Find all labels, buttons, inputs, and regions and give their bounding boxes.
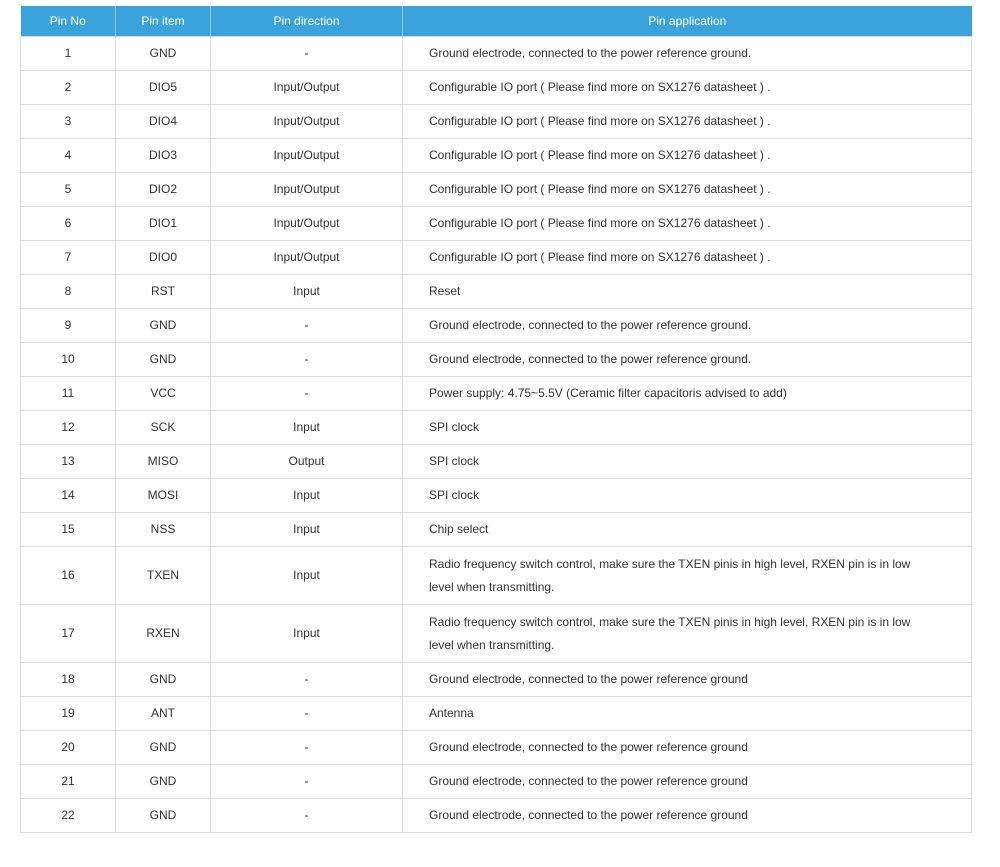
cell-pin-item: GND: [116, 663, 211, 697]
cell-pin-no: 13: [21, 445, 116, 479]
header-pin-direction: Pin direction: [211, 6, 403, 37]
cell-pin-application: Ground electrode, connected to the power reference ground.: [403, 309, 972, 343]
header-pin-application: Pin application: [403, 6, 972, 37]
cell-pin-direction: Input: [211, 275, 403, 309]
cell-pin-item: MOSI: [116, 479, 211, 513]
cell-pin-application: Ground electrode, connected to the power reference ground.: [403, 343, 972, 377]
cell-pin-application: Configurable IO port ( Please find more on SX1276 datasheet ) .: [403, 139, 972, 173]
cell-pin-direction: Input/Output: [211, 173, 403, 207]
cell-pin-direction: Input: [211, 605, 403, 663]
cell-pin-item: GND: [116, 37, 211, 71]
cell-pin-direction: Input: [211, 411, 403, 445]
cell-pin-application: Configurable IO port ( Please find more on SX1276 datasheet ) .: [403, 173, 972, 207]
cell-pin-direction: Input: [211, 479, 403, 513]
cell-pin-application: Ground electrode, connected to the power reference ground.: [403, 37, 972, 71]
table-row: [21, 605, 972, 663]
table-row: [21, 309, 972, 343]
cell-pin-direction: Input/Output: [211, 105, 403, 139]
cell-pin-application: Radio frequency switch control, make sure the TXEN pinis in high level, RXEN pin is in low level when transmitting.: [403, 605, 972, 663]
table-row: [21, 445, 972, 479]
cell-pin-application: Reset: [403, 275, 972, 309]
cell-pin-no: 10: [21, 343, 116, 377]
cell-pin-direction: Input/Output: [211, 71, 403, 105]
cell-pin-application: SPI clock: [403, 411, 972, 445]
cell-pin-item: MISO: [116, 445, 211, 479]
cell-pin-application: Radio frequency switch control, make sure the TXEN pinis in high level, RXEN pin is in low level when transmitting.: [403, 547, 972, 605]
table-row: [21, 105, 972, 139]
table-row: [21, 697, 972, 731]
cell-pin-direction: -: [211, 731, 403, 765]
cell-pin-application: Configurable IO port ( Please find more on SX1276 datasheet ) .: [403, 207, 972, 241]
cell-pin-direction: -: [211, 343, 403, 377]
cell-pin-no: 7: [21, 241, 116, 275]
cell-pin-application: Ground electrode, connected to the power reference ground: [403, 731, 972, 765]
cell-pin-no: 5: [21, 173, 116, 207]
cell-pin-application: Configurable IO port ( Please find more on SX1276 datasheet ) .: [403, 241, 972, 275]
cell-pin-direction: -: [211, 697, 403, 731]
table-row: [21, 663, 972, 697]
cell-pin-direction: -: [211, 309, 403, 343]
cell-pin-item: GND: [116, 343, 211, 377]
table-row: [21, 241, 972, 275]
cell-pin-item: DIO3: [116, 139, 211, 173]
table-row: [21, 343, 972, 377]
table-row: [21, 731, 972, 765]
cell-pin-direction: Input: [211, 547, 403, 605]
table-row: [21, 173, 972, 207]
header-pin-no: Pin No: [21, 6, 116, 37]
table-row: [21, 479, 972, 513]
cell-pin-direction: Input: [211, 513, 403, 547]
cell-pin-item: GND: [116, 731, 211, 765]
cell-pin-item: DIO5: [116, 71, 211, 105]
cell-pin-no: 4: [21, 139, 116, 173]
cell-pin-direction: Input/Output: [211, 207, 403, 241]
cell-pin-item: DIO4: [116, 105, 211, 139]
cell-pin-item: DIO0: [116, 241, 211, 275]
cell-pin-no: 15: [21, 513, 116, 547]
table-row: [21, 547, 972, 605]
table-row: [21, 139, 972, 173]
cell-pin-item: GND: [116, 765, 211, 799]
cell-pin-no: 22: [21, 799, 116, 833]
table-row: [21, 377, 972, 411]
pin-table: [20, 6, 972, 833]
cell-pin-direction: Input/Output: [211, 139, 403, 173]
cell-pin-item: SCK: [116, 411, 211, 445]
pin-table-container: [20, 6, 971, 833]
cell-pin-no: 3: [21, 105, 116, 139]
cell-pin-item: VCC: [116, 377, 211, 411]
cell-pin-item: DIO2: [116, 173, 211, 207]
cell-pin-direction: -: [211, 663, 403, 697]
cell-pin-no: 17: [21, 605, 116, 663]
table-row: [21, 207, 972, 241]
cell-pin-no: 20: [21, 731, 116, 765]
table-row: [21, 275, 972, 309]
cell-pin-no: 12: [21, 411, 116, 445]
cell-pin-no: 18: [21, 663, 116, 697]
header-pin-item: Pin item: [116, 6, 211, 37]
cell-pin-application: Configurable IO port ( Please find more on SX1276 datasheet ) .: [403, 105, 972, 139]
cell-pin-item: GND: [116, 309, 211, 343]
cell-pin-direction: -: [211, 799, 403, 833]
cell-pin-no: 9: [21, 309, 116, 343]
cell-pin-no: 19: [21, 697, 116, 731]
cell-pin-no: 21: [21, 765, 116, 799]
cell-pin-direction: Input/Output: [211, 241, 403, 275]
cell-pin-no: 14: [21, 479, 116, 513]
table-row: [21, 799, 972, 833]
pin-table-header: [21, 6, 972, 37]
cell-pin-direction: -: [211, 765, 403, 799]
cell-pin-item: RST: [116, 275, 211, 309]
table-row: [21, 71, 972, 105]
cell-pin-no: 8: [21, 275, 116, 309]
cell-pin-no: 2: [21, 71, 116, 105]
cell-pin-application: Chip select: [403, 513, 972, 547]
table-row: [21, 513, 972, 547]
cell-pin-item: NSS: [116, 513, 211, 547]
cell-pin-application: Power supply: 4.75~5.5V (Ceramic filter capacitoris advised to add): [403, 377, 972, 411]
cell-pin-no: 6: [21, 207, 116, 241]
cell-pin-application: Configurable IO port ( Please find more on SX1276 datasheet ) .: [403, 71, 972, 105]
cell-pin-direction: Output: [211, 445, 403, 479]
cell-pin-direction: -: [211, 377, 403, 411]
cell-pin-item: TXEN: [116, 547, 211, 605]
cell-pin-item: GND: [116, 799, 211, 833]
table-row: [21, 411, 972, 445]
table-row: [21, 765, 972, 799]
cell-pin-application: Antenna: [403, 697, 972, 731]
cell-pin-application: SPI clock: [403, 445, 972, 479]
cell-pin-item: DIO1: [116, 207, 211, 241]
cell-pin-item: ANT: [116, 697, 211, 731]
pin-table-body: [21, 37, 972, 833]
cell-pin-application: SPI clock: [403, 479, 972, 513]
cell-pin-application: Ground electrode, connected to the power reference ground: [403, 663, 972, 697]
cell-pin-application: Ground electrode, connected to the power reference ground: [403, 765, 972, 799]
cell-pin-application: Ground electrode, connected to the power reference ground: [403, 799, 972, 833]
cell-pin-no: 11: [21, 377, 116, 411]
cell-pin-no: 16: [21, 547, 116, 605]
table-row: [21, 37, 972, 71]
cell-pin-item: RXEN: [116, 605, 211, 663]
cell-pin-no: 1: [21, 37, 116, 71]
cell-pin-direction: -: [211, 37, 403, 71]
header-row: [21, 6, 972, 37]
